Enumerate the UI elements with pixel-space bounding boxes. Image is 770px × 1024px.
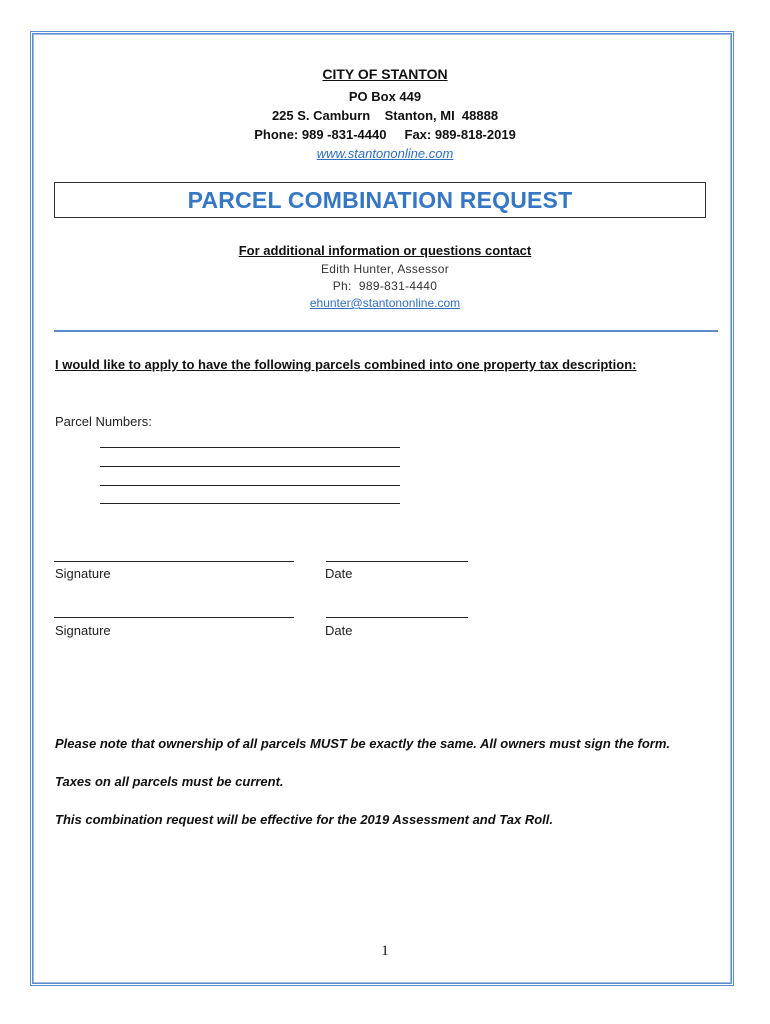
contact-email-link[interactable]: ehunter@stantononline.com [309,296,461,310]
parcel-numbers-label: Parcel Numbers: [55,414,152,429]
parcel-number-field[interactable] [100,485,400,486]
signature-field[interactable] [54,561,294,562]
contact-heading: For additional information or questions contact [238,243,532,258]
parcel-number-field[interactable] [100,466,400,467]
effective-note: This combination request will be effective for the 2019 Assessment and Tax Roll. [55,812,553,827]
date-label: Date [325,623,353,638]
date-field[interactable] [326,617,468,618]
apply-statement: I would like to apply to have the following parcels combined into one property tax description: [55,357,637,372]
signature-label: Signature [55,566,111,581]
date-label: Date [325,566,353,581]
taxes-note: Taxes on all parcels must be current. [55,774,284,789]
parcel-number-field[interactable] [100,503,400,504]
contact-name: Edith Hunter, Assessor [321,262,449,276]
website-link[interactable]: www.stantononline.com [316,146,454,161]
page-number: 1 [381,943,389,959]
city-title: CITY OF STANTON [322,66,448,82]
contact-phone: Ph: 989-831-4440 [332,279,438,293]
street-address: 225 S. Camburn Stanton, MI 48888 [271,108,499,123]
section-divider [54,330,718,332]
page-border [30,31,734,986]
title-box [54,182,706,218]
phone-fax: Phone: 989 -831-4440 Fax: 989-818-2019 [254,127,516,142]
ownership-note: Please note that ownership of all parcels MUST be exactly the same. All owners must sign the form. [55,736,671,751]
signature-field[interactable] [54,617,294,618]
date-field[interactable] [326,561,468,562]
signature-label: Signature [55,623,111,638]
parcel-number-field[interactable] [100,447,400,448]
po-box: PO Box 449 [348,89,422,104]
form-title: PARCEL COMBINATION REQUEST [187,186,573,213]
